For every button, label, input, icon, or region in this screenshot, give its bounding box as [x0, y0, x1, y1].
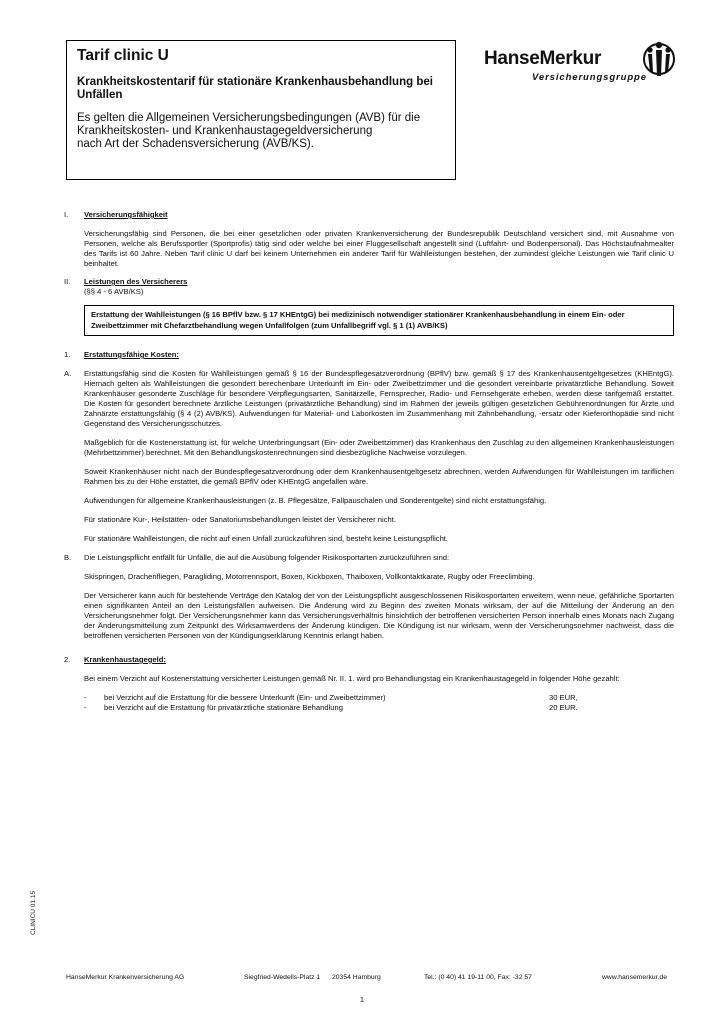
conditions-line-2: Krankheitskosten- und Krankenhaustagegeldversicherung [77, 125, 373, 137]
paragraph: Aufwendungen für allgemeine Krankenhausleistungen (z. B. Pflegesätze, Fallpauschalen und Sonderentgelte) sind nicht erstattungsfähig. [84, 496, 547, 505]
section-heading: Leistungen des Versicherers [84, 277, 188, 286]
subsection-letter: A. [64, 369, 72, 378]
paragraph: Für stationäre Wahlleistungen, die nicht auf einen Unfall zurückzuführen sind, besteht keine Leistungspflicht. [84, 534, 449, 543]
tariff-body [64, 210, 674, 713]
list-dash: - [84, 703, 87, 712]
subsection-b [64, 553, 674, 641]
allowance-amount: 30 EUR, [549, 693, 578, 702]
benefits-summary-box: Erstattung der Wahlleistungen (§ 16 BPflV bzw. § 17 KHEntgG) bei medizinisch notwendiger stationärer Krankenhausbehandlung in einem Ein- oder Zweibettzimmer mit Chefarztbehandlung wegen Unfallfolgen (zum Unfallbegriff vgl. § 1 (1) AVB/KS) [84, 305, 674, 336]
section-benefits [64, 277, 674, 297]
conditions-line-1: Es gelten die Allgemeinen Versicherungsbedingungen (AVB) für die [77, 112, 421, 124]
page-number: 1 [359, 995, 365, 1004]
insurability-text: Versicherungsfähig sind Personen, die bei einer gesetzlichen oder privaten Krankenversicherung der Bundesrepublik Deutschland versichert sind, mit Ausnahme von Personen, welche als Berufssportler (Sportprofis) tätig sind oder welche bei einer Fluggesellschaft angestellt sind (Luftfahrt- und Bodenpersonal). Das Höchstaufnahmealter des Tarifs ist 60 Jahre. Neben Tarif clinic U darf bei keinem Unternehmen ein anderer Tarif für Wahlleistungen bestehen, der zumindest gleiche Leistungen wie Tarif clinic U beinhaltet. [84, 229, 674, 268]
section-number: II. [64, 277, 71, 286]
tariff-subtitle: Krankheitskostentarif für stationäre Krankenhausbehandlung bei Unfällen [77, 76, 433, 101]
item-heading: Erstattungsfähige Kosten: [84, 350, 179, 359]
footer-company: HanseMerkur Krankenversicherung AG [66, 974, 185, 981]
paragraph: Für stationäre Kur-, Heilstätten- oder Sanatoriumsbehandlungen leistet der Versicherer nicht. [84, 515, 396, 524]
paragraph: Der Versicherer kann auch für bestehende Verträge den Katalog der von der Leistungspflicht ausgeschlossenen Risikosportarten erweitern, wenn neue, gefährliche Sportarten einen signifikanten Anteil an den Leistungsfällen aufweisen. Die Änderung wird zu Beginn des zweiten Monats wirksam, der auf die Mitteilung der Änderung an den Versicherungsnehmer folgt. Der Versicherungsnehmer kann das Versicherungsverhältnis hinsichtlich der betroffenen versicherten Person innerhalb eines Monats nach Zugang der Änderungsmitteilung zum Zeitpunkt des Wirksamwerdens der Änderung kündigen. Die Kündigung ist nur wirksam, wenn der Versicherungsnehmer nachweist, dass die betroffenen versicherten Personen von der Kündigungserklärung Kenntnis erlangt haben. [84, 591, 674, 640]
section-heading: Versicherungsfähigkeit [84, 210, 168, 219]
footer-street: Siegfried-Wedells-Platz 1 [244, 974, 321, 981]
item-reimbursable-costs [64, 350, 674, 360]
paragraph: Bei einem Verzicht auf Kostenerstattung versicherter Leistungen gemäß Nr. II. 1. wird pro Behandlungstag ein Krankenhaustagegeld in folgender Höhe gezahlt: [84, 674, 620, 683]
page-footer [66, 974, 674, 984]
paragraph: Soweit Krankenhäuser nicht nach der Bundespflegesatzverordnung oder dem Krankenhausentgeltgesetz abrechnen, werden Aufwendungen für Wahlleistungen im tariflichen Rahmen bis zu der Höhe erstattet, die gemäß BPflV oder KHEntgG angefallen wäre. [84, 467, 674, 486]
conditions-line-3: nach Art der Schadensversicherung (AVB/KS). [77, 138, 314, 150]
item-number: 1. [64, 350, 71, 359]
section-reference: (§§ 4 - 6 AVB/KS) [84, 287, 144, 296]
paragraph: Maßgeblich für die Kostenerstattung ist, für welche Unterbringungsart (Ein- oder Zweibettzimmer) das Krankenhaus den Zuschlag zu den allgemeinen Krankenhausleistungen (Mehrbettzimmer) berechnet. Mit den Behandlungskostenrechnungen sind diesbezügliche Nachweise vorzulegen. [84, 438, 674, 457]
list-item [84, 693, 674, 703]
footer-website[interactable]: www.hansemerkur.de [602, 974, 667, 981]
paragraph: Die Leistungspflicht entfällt für Unfälle, die auf die Ausübung folgender Risikosportarten zurückzuführen sind: [84, 553, 450, 562]
subsection-letter: B. [64, 553, 72, 562]
tariff-header-box [66, 40, 456, 180]
tariff-conditions-note [77, 112, 445, 151]
list-dash: - [84, 693, 87, 702]
item-number: 2. [64, 655, 71, 664]
item-heading: Krankenhaustagegeld: [84, 655, 166, 664]
section-insurability [64, 210, 674, 269]
logo-name: HanseMerkur [484, 48, 602, 69]
allowance-label: bei Verzicht auf die Erstattung für die bessere Unterkunft (Ein- und Zweibettzimmer) [104, 693, 386, 702]
paragraph: Erstattungsfähig sind die Kosten für Wahlleistungen gemäß § 16 der Bundespflegesatzverordnung (BPflV) bzw. gemäß § 17 des Krankenhausentgeltgesetzes (KHEntgG). Hiernach gelten als Wahlleistungen die gesondert berechenbare Unterkunft im Ein- oder Zweibettzimmer und die gesondert vereinbarte privatärztliche Behandlung. Soweit Krankenhäuser gesonderte Zuschläge für besondere Verpflegungsarten, Sanitärzelle, Fernsprecher, Radio- und Fernsehgeräte erheben, werden diese tarifgemäß erstattet. Die Kosten für gesondert berechnete ärztliche Leistungen (privatärztliche Behandlung) sind im Rahmen der jeweils gültigen gesetzlichen Gebührenordnungen für Ärzte und Zahnärzte erstattungsfähig (§ 4 (2) AVB/KS). Aufwendungen für Material- und Laborkosten im Zusammenhang mit Zahnbehandlung, -ersatz oder Kieferorthopädie sind nicht Gegenstand des Versicherungsschutzes. [84, 369, 674, 428]
section-number: I. [64, 210, 69, 219]
subsection-a [64, 369, 674, 544]
logo-tagline: Versicherungsgruppe [532, 72, 647, 83]
allowance-amount: 20 EUR. [549, 703, 578, 712]
allowance-label: bei Verzicht auf die Erstattung für privatärztliche stationäre Behandlung [104, 703, 343, 712]
footer-phone: Tel.: (0 40) 41 19-11 00, Fax: -32 57 [424, 974, 532, 981]
risk-sports-list: Skispringen, Drachenfliegen, Paragliding, Motorrennsport, Boxen, Kickboxen, Thaiboxen, Vollkontaktkarate, Rugby oder Freeclimbing. [84, 572, 535, 581]
logo-figures-icon [642, 40, 676, 80]
list-item [84, 703, 674, 713]
footer-city: 20354 Hamburg [332, 974, 381, 981]
item-daily-allowance [64, 655, 674, 713]
tariff-title: Tarif clinic U [77, 47, 169, 64]
company-logo [484, 40, 676, 90]
allowance-list [84, 693, 674, 713]
form-code: CLINICU 01.15 [30, 890, 37, 935]
